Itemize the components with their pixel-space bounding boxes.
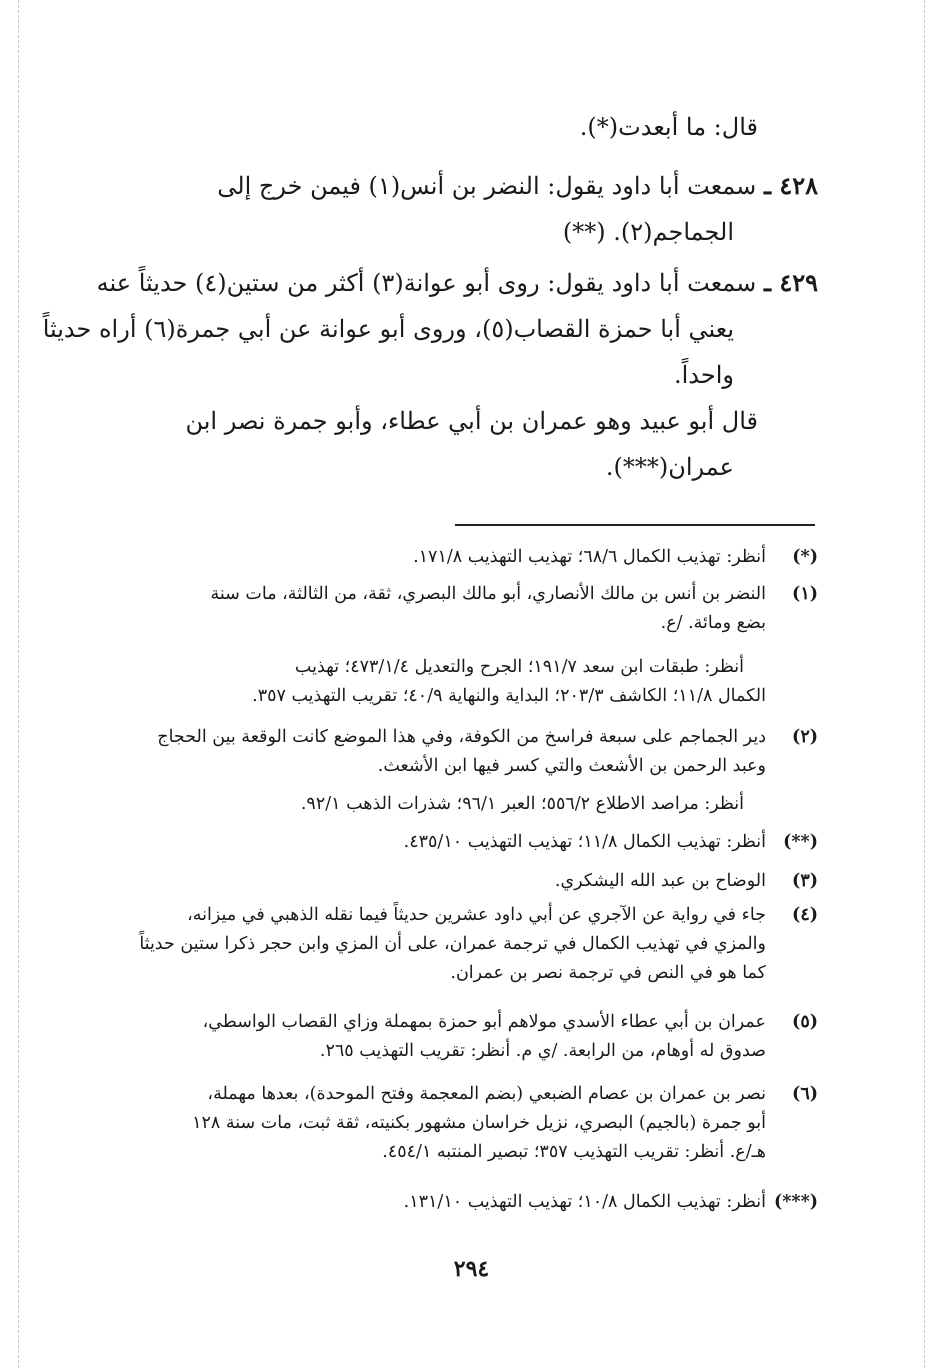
footnote-1-sources [118, 653, 818, 711]
footnote-5 [118, 1008, 818, 1066]
footnote-4 [118, 901, 818, 988]
entry-number: ٤٢٨ ـ [763, 171, 818, 200]
intro-line: قال: ما أبعدت(*). [579, 113, 758, 141]
footnote-line: أبو جمرة (بالجيم) البصري، نزيل خراسان مشهور بكنيته، ثقة ثبت، مات سنة ١٢٨ [192, 1113, 766, 1133]
footnote-line: نصر بن عمران بن عصام الضبعي (بضم المعجمة وفتح الموحدة)، بعدها مهملة، [207, 1084, 766, 1104]
footnote-line: أنظر: مراصد الاطلاع ٥٥٦/٢؛ العبر ٩٦/١؛ شذرات الذهب ٩٢/١. [300, 794, 744, 814]
footnote-line: وعبد الرحمن بن الأشعث والتي كسر فيها ابن الأشعث. [377, 756, 766, 776]
closing-line: قال أبو عبيد وهو عمران بن أبي عطاء، وأبو جمرة نصر ابن [185, 407, 758, 435]
footnote-mark: (*) [792, 547, 818, 567]
footnote-line: كما هو في النص في ترجمة نصر بن عمران. [450, 963, 766, 983]
footnote-line: أنظر: طبقات ابن سعد ١٩١/٧؛ الجرح والتعديل ٤٧٣/١/٤؛ تهذيب [294, 657, 744, 677]
entry-text-line [96, 260, 818, 306]
footnote-line: أنظر: تهذيب الكمال ١١/٨؛ تهذيب التهذيب ٤٣٥/١٠. [403, 832, 766, 852]
footnote-line: عمران بن أبي عطاء الأسدي مولاهم أبو حمزة بمهملة وزاي القصاب الواسطي، [202, 1012, 766, 1032]
footnote-line: دير الجماجم على سبعة فراسخ من الكوفة، وفي هذا الموضع كانت الوقعة بين الحجاج [157, 727, 766, 747]
entry-428 [96, 163, 818, 255]
footnote-mark: (٣) [792, 871, 818, 891]
footnote-mark: (٢) [792, 727, 818, 747]
footnote-line: أنظر: تهذيب الكمال ١٠/٨؛ تهذيب التهذيب ١٣١/١٠. [403, 1192, 766, 1212]
footnote-line: بضع ومائة. /ع. [660, 613, 766, 633]
footnote-line: جاء في رواية عن الآجري عن أبي داود عشرين حديثاً فيما نقله الذهبي في ميزانه، [187, 905, 766, 925]
left-margin-guide [18, 0, 19, 1368]
page-number: ٢٩٤ [453, 1256, 490, 1282]
footnote-star [118, 543, 818, 572]
footnote-mark: (٤) [792, 905, 818, 925]
footnote-mark: (**) [783, 832, 818, 852]
footnote-1 [118, 580, 818, 638]
footnote-separator [455, 524, 815, 526]
entry-text: سمعت أبا داود يقول: النضر بن أنس(١) فيمن خرج إلى [217, 172, 757, 200]
footnote-line: الكمال ١١/٨؛ الكاشف ٢٠٣/٣؛ البداية والنهاية ٤٠/٩؛ تقريب التهذيب ٣٥٧. [252, 686, 766, 706]
entry-text-line: واحداً. [674, 361, 734, 389]
closing-line: عمران(***). [605, 453, 734, 481]
footnote-3 [118, 867, 818, 896]
footnote-double-star [118, 828, 818, 857]
footnote-triple-star [118, 1188, 818, 1217]
right-margin-guide [924, 0, 925, 1368]
footnote-line: والمزي في تهذيب الكمال في ترجمة عمران، على أن المزي وابن حجر ذكرا ستين حديثاً [139, 934, 766, 954]
entry-number: ٤٢٩ ـ [763, 268, 818, 297]
entry-text-line [96, 163, 818, 209]
entry-text-line: الجماجم(٢). (**) [562, 218, 734, 246]
entry-text-line: يعني أبا حمزة القصاب(٥)، وروى أبو عوانة عن أبي جمرة(٦) أراه حديثاً [42, 315, 734, 343]
closing-paragraph [96, 398, 818, 490]
footnote-line: صدوق له أوهام، من الرابعة. /ي م. أنظر: تقريب التهذيب ٢٦٥. [319, 1041, 766, 1061]
footnote-line: هـ/ع. أنظر: تقريب التهذيب ٣٥٧؛ تبصير المنتبه ٤٥٤/١. [382, 1142, 766, 1162]
entry-429 [42, 260, 818, 398]
footnote-mark: (٥) [792, 1012, 818, 1032]
footnote-mark: (١) [792, 584, 818, 604]
footnote-line: النضر بن أنس بن مالك الأنصاري، أبو مالك البصري، ثقة، من الثالثة، مات سنة [210, 584, 766, 604]
footnote-line: أنظر: تهذيب الكمال ٦٨/٦؛ تهذيب التهذيب ١٧١/٨. [413, 547, 766, 567]
footnote-mark: (٦) [792, 1084, 818, 1104]
footnote-2 [118, 723, 818, 781]
footnote-line: الوضاح بن عبد الله اليشكري. [554, 871, 766, 891]
footnote-mark: (***) [773, 1192, 818, 1212]
intro-paragraph [96, 104, 818, 150]
entry-text: سمعت أبا داود يقول: روى أبو عوانة(٣) أكثر من ستين(٤) حديثاً عنه [96, 269, 757, 297]
footnote-2-sources [118, 790, 818, 819]
footnote-6 [118, 1080, 818, 1167]
